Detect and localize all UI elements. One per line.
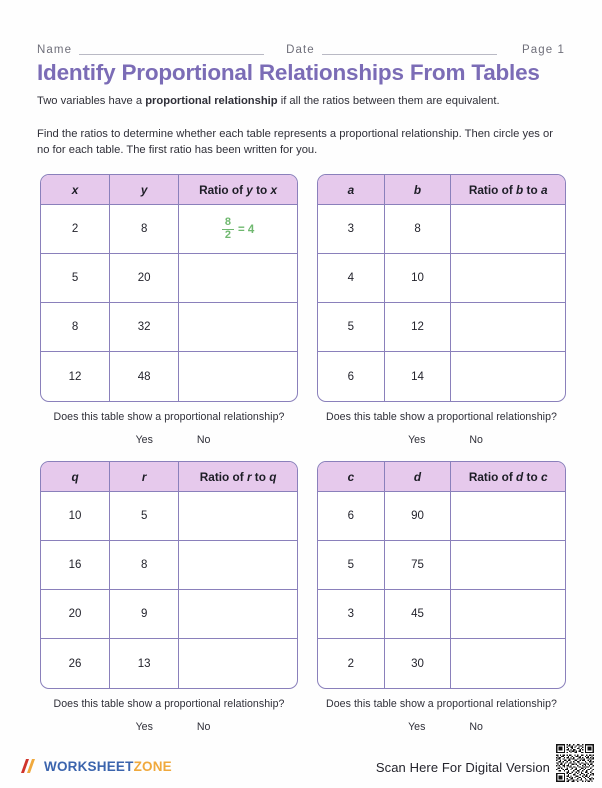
tables-grid (40, 174, 566, 733)
table-3-r2-c1: 20 (41, 590, 110, 639)
table-2-r1-c2: 10 (385, 254, 452, 303)
table-1-header-col3-var2: x (270, 182, 278, 197)
table-3-header-col3-var2: q (269, 469, 277, 484)
table-4-header-col1-text: c (347, 469, 355, 484)
question-block-4 (317, 698, 566, 733)
table-4-header-row (318, 462, 565, 492)
table-1-r1-c2: 20 (110, 254, 179, 303)
question-text: Does this table show a proportional relationship? (326, 411, 557, 423)
table-row (318, 254, 565, 303)
table-1-r3-ratio[interactable] (179, 352, 297, 401)
table-3-header-col3-var1: r (246, 469, 252, 484)
table-block-1 (40, 174, 298, 446)
intro-definition-before: Two variables have a (37, 95, 146, 107)
table-4-header-col3-mid: to (523, 469, 541, 484)
table-1-header-col3 (179, 175, 297, 205)
table-1-r3-c1: 12 (41, 352, 110, 401)
table-4-r1-ratio[interactable] (451, 541, 565, 590)
table-2-header-col3-mid: to (523, 182, 541, 197)
table-row (318, 639, 565, 688)
table-1 (40, 174, 298, 402)
table-1-r2-ratio[interactable] (179, 303, 297, 352)
table-3-r3-ratio[interactable] (179, 639, 297, 688)
yes-option[interactable]: Yes (408, 721, 426, 733)
fraction (222, 217, 234, 241)
table-4-r0-c1: 6 (318, 492, 385, 541)
table-3-header-col2 (110, 462, 179, 492)
yesno-choices-4 (317, 721, 566, 733)
table-row (41, 590, 297, 639)
intro-definition-bold: proportional relationship (145, 95, 278, 107)
table-4-r3-c2: 30 (385, 639, 452, 688)
table-4-r0-ratio[interactable] (451, 492, 565, 541)
table-1-header-col1-text: x (71, 182, 79, 197)
table-1-header-col3-prefix: Ratio of (199, 182, 247, 197)
table-row (318, 205, 565, 254)
table-2-r1-ratio[interactable] (451, 254, 565, 303)
table-2-r2-ratio[interactable] (451, 303, 565, 352)
table-2-r3-c2: 14 (385, 352, 452, 401)
table-row (318, 590, 565, 639)
yes-option[interactable]: Yes (408, 434, 426, 446)
logo-slash-icon (18, 756, 38, 776)
yes-option[interactable]: Yes (135, 721, 153, 733)
ratio-expression (222, 217, 254, 241)
table-3-r1-ratio[interactable] (179, 541, 297, 590)
table-4 (317, 461, 566, 689)
table-3-header-col1 (41, 462, 110, 492)
table-4-header-col3-prefix: Ratio of (468, 469, 517, 484)
table-row (318, 541, 565, 590)
table-block-3 (40, 461, 298, 733)
table-2-r2-c1: 5 (318, 303, 385, 352)
table-1-header-col3-mid: to (252, 182, 271, 197)
table-2-header-col3 (451, 175, 565, 205)
question-text: Does this table show a proportional relationship? (53, 698, 285, 710)
table-3-header-col1-text: q (71, 469, 79, 484)
table-1-r1-c1: 5 (41, 254, 110, 303)
table-2-header-col3-prefix: Ratio of (468, 182, 517, 197)
table-row (41, 352, 297, 401)
logo-word-zone: ZONE (133, 758, 172, 774)
question-text: Does this table show a proportional relationship? (326, 698, 557, 710)
table-4-header-col3-var2: c (540, 469, 548, 484)
question-block-2 (317, 411, 566, 446)
table-1-header-col2 (110, 175, 179, 205)
worksheet-meta-row (37, 36, 565, 56)
question-block-3 (40, 698, 298, 733)
yesno-choices-3 (40, 721, 298, 733)
fraction-numerator: 8 (224, 216, 232, 229)
table-2-r1-c1: 4 (318, 254, 385, 303)
table-2 (317, 174, 566, 402)
table-3-header-row (41, 462, 297, 492)
table-3-header-col3 (179, 462, 297, 492)
page-number-label: Page 1 (521, 44, 565, 56)
table-2-r3-ratio[interactable] (451, 352, 565, 401)
table-4-r1-c2: 75 (385, 541, 452, 590)
table-1-header-row (41, 175, 297, 205)
table-block-4 (317, 461, 566, 733)
table-4-header-col2-text: d (413, 469, 422, 484)
table-3 (40, 461, 298, 689)
table-4-header-col2 (385, 462, 452, 492)
table-2-r0-c2: 8 (385, 205, 452, 254)
table-4-header-col1 (318, 462, 385, 492)
table-4-r1-c1: 5 (318, 541, 385, 590)
qr-code-icon[interactable] (556, 744, 594, 782)
table-2-header-col2-text: b (413, 182, 422, 197)
table-3-r2-c2: 9 (110, 590, 179, 639)
table-2-r0-ratio[interactable] (451, 205, 565, 254)
table-3-r0-c1: 10 (41, 492, 110, 541)
table-1-header-col2-text: y (140, 182, 148, 197)
table-1-r3-c2: 48 (110, 352, 179, 401)
table-3-header-col3-prefix: Ratio of (199, 469, 247, 484)
table-4-r2-ratio[interactable] (451, 590, 565, 639)
worksheet-zone-logo[interactable] (18, 756, 172, 776)
table-4-r2-c2: 45 (385, 590, 452, 639)
table-row (41, 254, 297, 303)
table-1-r0-ratio[interactable] (179, 205, 297, 254)
table-row (41, 492, 297, 541)
page-footer (0, 736, 602, 788)
table-1-r0-c1: 2 (41, 205, 110, 254)
table-4-r3-c1: 2 (318, 639, 385, 688)
table-4-header-col3-var1: d (516, 469, 524, 484)
table-1-r2-c1: 8 (41, 303, 110, 352)
date-write-line[interactable] (322, 43, 497, 55)
logo-word-worksheet: WORKSHEET (44, 758, 134, 774)
table-1-header-col3-var1: y (246, 182, 253, 197)
table-2-header-col3-var1: b (516, 182, 524, 197)
logo-text (44, 759, 172, 774)
intro-instructions: Find the ratios to determine whether each table represents a proportional relationship. Then circle yes or no for each table. The first ratio has been written for you. (37, 128, 553, 156)
table-4-r3-ratio[interactable] (451, 639, 565, 688)
table-row (318, 492, 565, 541)
table-2-header-row (318, 175, 565, 205)
table-2-header-col1-text: a (347, 182, 355, 197)
name-label: Name (37, 44, 73, 56)
table-3-r0-c2: 5 (110, 492, 179, 541)
table-3-r2-ratio[interactable] (179, 590, 297, 639)
table-2-header-col1 (318, 175, 385, 205)
intro-definition (37, 94, 568, 110)
table-2-header-col2 (385, 175, 452, 205)
intro-definition-after: if all the ratios between them are equivalent. (277, 95, 500, 107)
scan-instruction-text: Scan Here For Digital Version (375, 760, 550, 775)
table-row (318, 352, 565, 401)
table-1-r2-c2: 32 (110, 303, 179, 352)
table-2-r3-c1: 6 (318, 352, 385, 401)
yesno-choices-2 (317, 434, 566, 446)
page-title: Identify Proportional Relationships From Tables (37, 60, 540, 85)
ratio-result: = 4 (238, 223, 255, 236)
table-2-r2-c2: 12 (385, 303, 452, 352)
date-label: Date (286, 44, 315, 56)
table-3-header-col2-text: r (141, 469, 147, 484)
no-option[interactable]: No (196, 434, 211, 446)
fraction-denominator: 2 (222, 229, 234, 242)
table-block-2 (317, 174, 566, 446)
table-2-r0-c1: 3 (318, 205, 385, 254)
no-option[interactable]: No (196, 721, 211, 733)
table-3-r3-c1: 26 (41, 639, 110, 688)
table-2-header-col3-var2: a (540, 182, 548, 197)
no-option[interactable]: No (469, 721, 483, 733)
name-write-line[interactable] (79, 43, 264, 55)
table-4-r0-c2: 90 (385, 492, 452, 541)
table-4-header-col3 (451, 462, 565, 492)
table-4-r2-c1: 3 (318, 590, 385, 639)
table-3-r3-c2: 13 (110, 639, 179, 688)
question-text: Does this table show a proportional relationship? (53, 411, 285, 423)
yes-option[interactable]: Yes (135, 434, 153, 446)
no-option[interactable]: No (469, 434, 483, 446)
table-row (41, 205, 297, 254)
table-1-r0-c2: 8 (110, 205, 179, 254)
yesno-choices-1 (40, 434, 298, 446)
table-3-header-col3-mid: to (251, 469, 270, 484)
table-3-r1-c1: 16 (41, 541, 110, 590)
table-row (318, 303, 565, 352)
table-3-r1-c2: 8 (110, 541, 179, 590)
table-row (41, 639, 297, 688)
table-row (41, 303, 297, 352)
table-1-header-col1 (41, 175, 110, 205)
table-1-r1-ratio[interactable] (179, 254, 297, 303)
question-block-1 (40, 411, 298, 446)
table-row (41, 541, 297, 590)
table-3-r0-ratio[interactable] (179, 492, 297, 541)
